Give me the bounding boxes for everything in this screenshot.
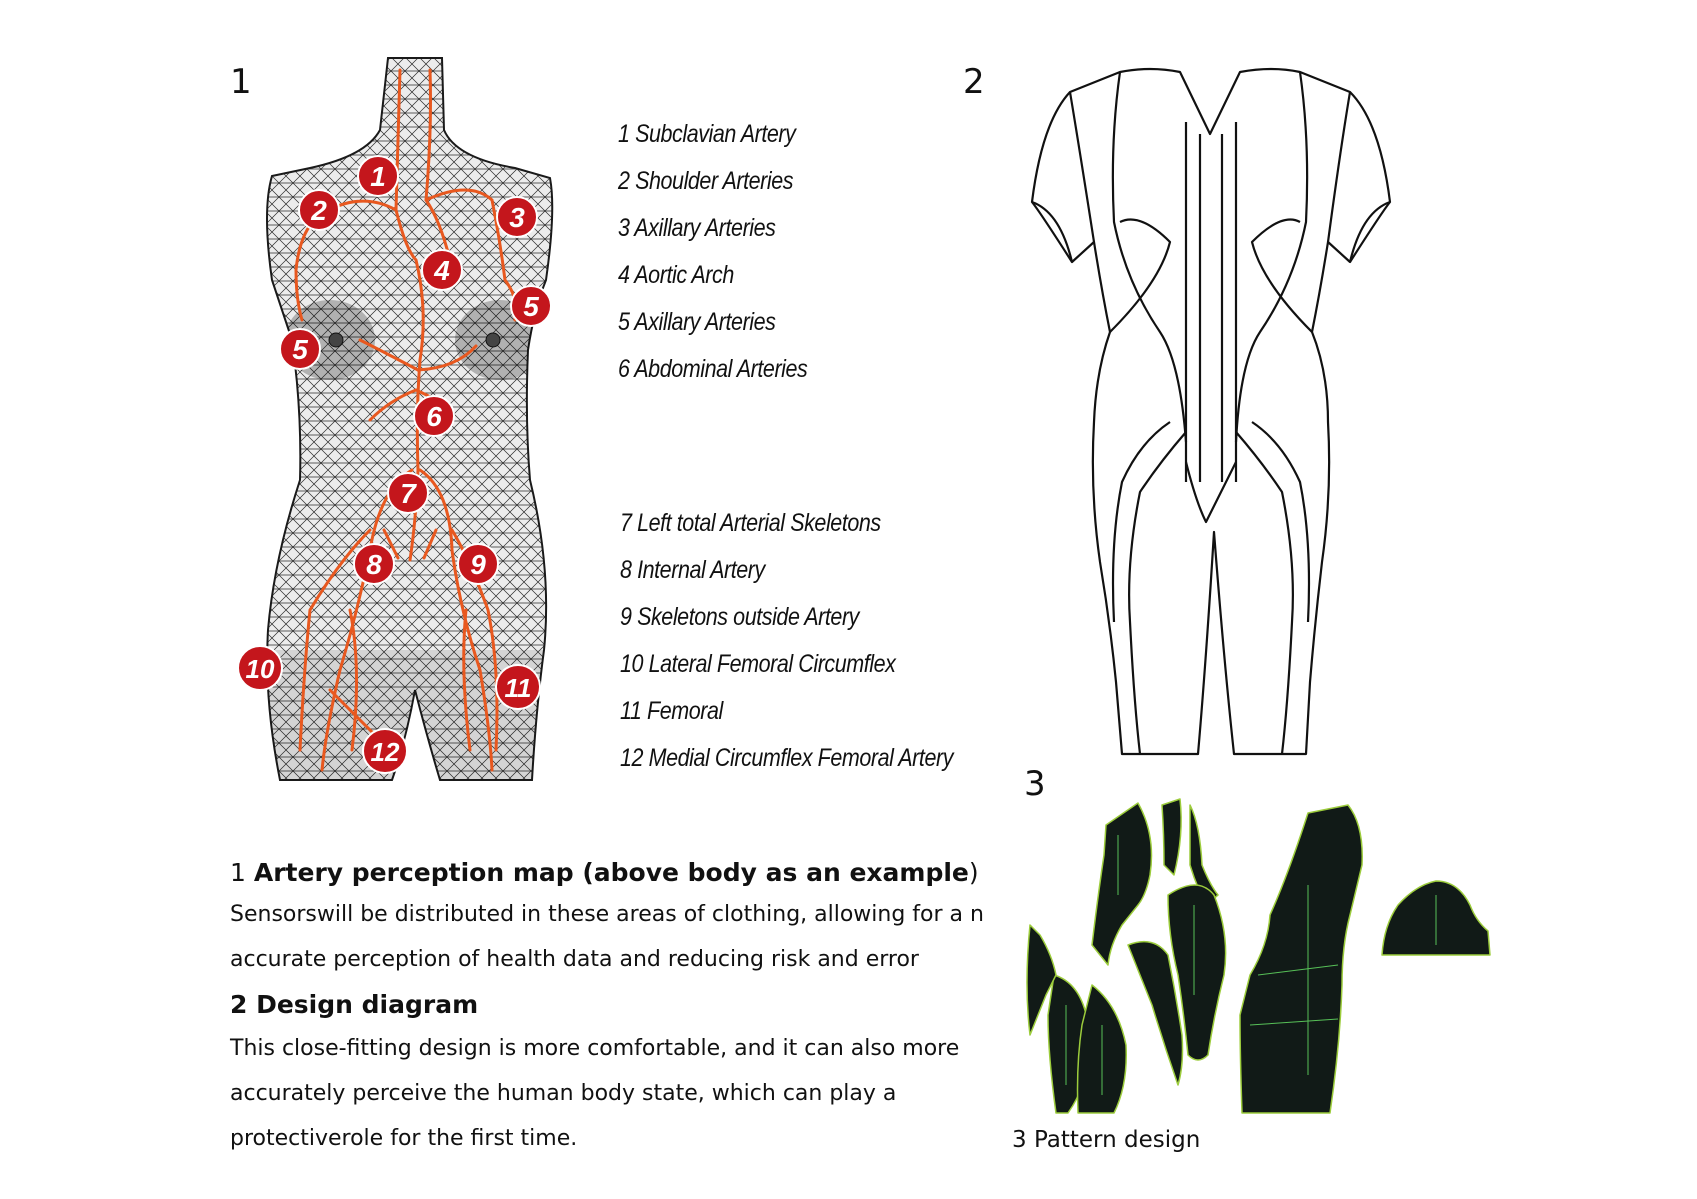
legend-item-4: 4 Aortic Arch bbox=[618, 261, 734, 289]
legend-item-6: 6 Abdominal Arteries bbox=[618, 355, 808, 383]
svg-text:1: 1 bbox=[370, 161, 386, 192]
svg-text:5: 5 bbox=[292, 334, 308, 365]
svg-text:6: 6 bbox=[426, 401, 442, 432]
legend-item-10: 10 Lateral Femoral Circumflex bbox=[620, 650, 896, 678]
svg-text:7: 7 bbox=[400, 478, 416, 509]
caption-2-line-3: protectiverole for the first time. bbox=[230, 1126, 578, 1151]
svg-text:8: 8 bbox=[366, 549, 382, 580]
panel-number-2: 2 bbox=[963, 62, 985, 102]
legend-item-3: 3 Axillary Arteries bbox=[618, 214, 776, 242]
legend-item-1: 1 Subclavian Artery bbox=[618, 120, 796, 148]
pattern-piece-strip-a bbox=[1162, 799, 1181, 875]
svg-text:2: 2 bbox=[311, 195, 327, 226]
caption-1-title bbox=[230, 858, 979, 887]
marker-11 bbox=[496, 665, 540, 709]
caption-2-title: 2 Design diagram bbox=[230, 990, 479, 1019]
svg-text:12: 12 bbox=[370, 737, 400, 767]
caption-1-line-1: Sensorswill be distributed in these areas of clothing, allowing for a n bbox=[230, 902, 984, 927]
legend-item-7: 7 Left total Arterial Skeletons bbox=[620, 509, 881, 537]
svg-text:10: 10 bbox=[245, 654, 275, 684]
marker-5-left bbox=[280, 329, 320, 369]
caption-1-heading: Artery perception map (above body as an example bbox=[253, 858, 969, 887]
artery-markers bbox=[230, 50, 590, 790]
legend-item-9: 9 Skeletons outside Artery bbox=[620, 603, 859, 631]
marker-7 bbox=[388, 473, 428, 513]
caption-1-heading-close: ) bbox=[968, 858, 979, 887]
pattern-design bbox=[1018, 795, 1518, 1125]
design-diagram bbox=[1010, 62, 1430, 762]
marker-4 bbox=[422, 250, 462, 290]
marker-6 bbox=[414, 396, 454, 436]
panel-number-1: 1 bbox=[230, 62, 252, 102]
svg-text:5: 5 bbox=[523, 291, 539, 322]
marker-3 bbox=[497, 197, 537, 237]
caption-3: 3 Pattern design bbox=[1012, 1127, 1201, 1153]
legend-item-11: 11 Femoral bbox=[620, 697, 723, 725]
panel-number-3: 3 bbox=[1024, 764, 1046, 804]
svg-text:11: 11 bbox=[504, 673, 532, 703]
pattern-piece-main-body bbox=[1240, 805, 1362, 1113]
svg-text:3: 3 bbox=[509, 202, 525, 233]
legend-item-2: 2 Shoulder Arteries bbox=[618, 167, 794, 195]
marker-1 bbox=[358, 156, 398, 196]
legend-item-8: 8 Internal Artery bbox=[620, 556, 765, 584]
pattern-piece-back-upper bbox=[1092, 803, 1152, 965]
marker-2 bbox=[299, 190, 339, 230]
marker-8 bbox=[354, 544, 394, 584]
svg-text:9: 9 bbox=[470, 549, 486, 580]
pattern-piece-side-curve-2 bbox=[1128, 942, 1183, 1085]
caption-2-line-1: This close-fitting design is more comfortable, and it can also more bbox=[230, 1036, 960, 1061]
svg-text:4: 4 bbox=[434, 255, 450, 286]
legend-item-12: 12 Medial Circumflex Femoral Artery bbox=[620, 744, 954, 772]
marker-10 bbox=[238, 646, 282, 690]
caption-1-number: 1 bbox=[230, 858, 254, 887]
caption-1-line-2: accurate perception of health data and reducing risk and error bbox=[230, 947, 919, 972]
legend-item-5: 5 Axillary Arteries bbox=[618, 308, 776, 336]
caption-2-line-2: accurately perceive the human body state, which can play a bbox=[230, 1081, 897, 1106]
marker-12 bbox=[363, 729, 407, 773]
marker-5-right bbox=[511, 286, 551, 326]
marker-9 bbox=[458, 544, 498, 584]
